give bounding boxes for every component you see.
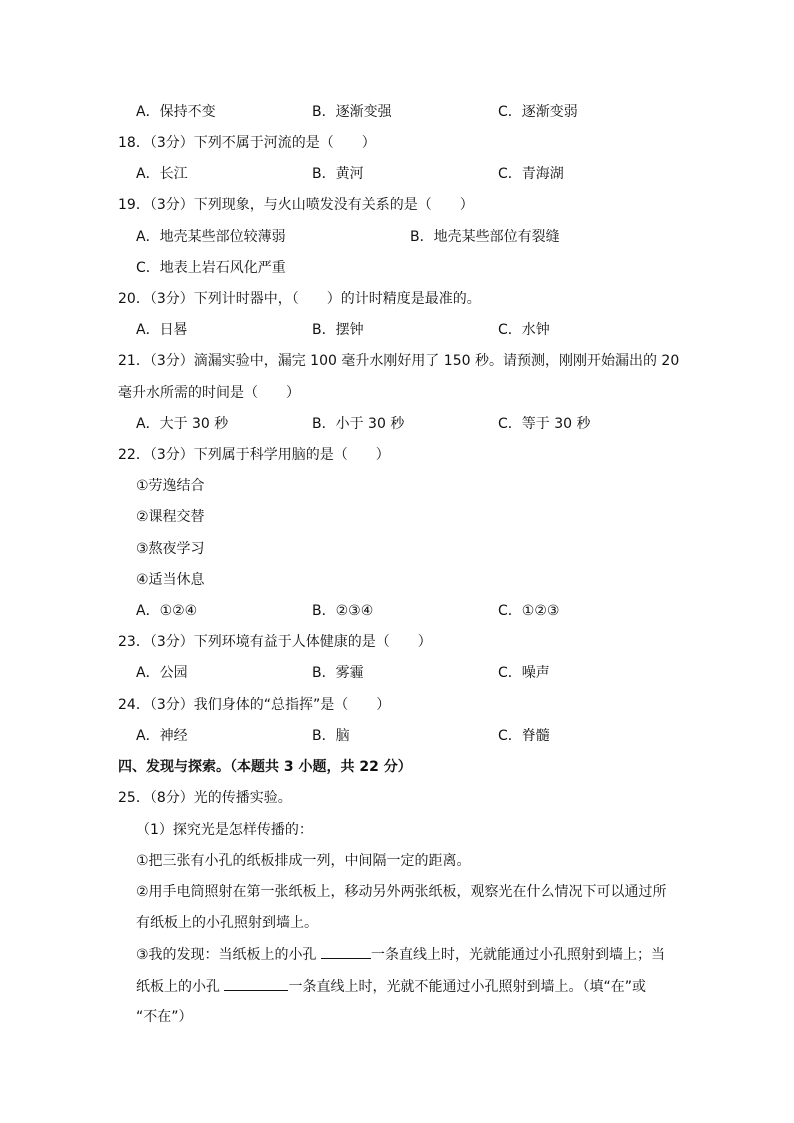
q23-option-b[interactable]: B．雾霾 bbox=[312, 665, 364, 681]
q18-options bbox=[0, 162, 794, 186]
q21-stem-line1: 21．（3分）滴漏实验中，漏完 100 毫升水刚好用了 150 秒。请预测，刚刚开始漏出的 20 bbox=[118, 353, 680, 369]
q17-option-c[interactable]: C．逐渐变弱 bbox=[498, 104, 578, 120]
q22-item-3: ③熬夜学习 bbox=[136, 541, 205, 557]
q19-options-row1 bbox=[0, 225, 794, 249]
q21-option-c[interactable]: C．等于 30 秒 bbox=[498, 416, 591, 432]
q20-options bbox=[0, 318, 794, 342]
q22-item-1: ①劳逸结合 bbox=[136, 478, 205, 494]
q19-option-a[interactable]: A．地壳某些部位较薄弱 bbox=[136, 229, 286, 245]
q19-options-row2 bbox=[0, 256, 794, 280]
q25-step3-line1 bbox=[136, 942, 665, 967]
q25-step3-text-d: 一条直线上时，光就不能通过小孔照射到墙上。（填“在”或 bbox=[288, 979, 646, 995]
q17-options bbox=[0, 100, 794, 124]
q25-sub1-row bbox=[0, 818, 794, 842]
q19-stem: 19．（3分）下列现象，与火山喷发没有关系的是（ ） bbox=[118, 197, 474, 213]
q22-item-row-3 bbox=[0, 537, 794, 561]
q25-step1: ①把三张有小孔的纸板排成一列，中间隔一定的距离。 bbox=[136, 853, 471, 869]
q19-option-b[interactable]: B．地壳某些部位有裂缝 bbox=[410, 229, 560, 245]
q18-stem: 18．（3分）下列不属于河流的是（ ） bbox=[118, 135, 376, 151]
section-4-heading: 四、发现与探索。（本题共 3 小题，共 22 分） bbox=[118, 759, 412, 775]
q24-option-c[interactable]: C．脊髓 bbox=[498, 728, 550, 744]
q25-step3-row1 bbox=[0, 942, 794, 966]
q23-stem-row bbox=[0, 630, 794, 654]
section-4-heading-row bbox=[0, 755, 794, 779]
q17-option-a[interactable]: A．保持不变 bbox=[136, 104, 216, 120]
q25-step2-line2: 有纸板上的小孔照射到墙上。 bbox=[136, 915, 318, 931]
q25-step3-text-a: ③我的发现：当纸板上的小孔 bbox=[136, 947, 322, 963]
q20-option-c[interactable]: C．水钟 bbox=[498, 322, 550, 338]
q25-step3-row3 bbox=[0, 1005, 794, 1029]
q24-options bbox=[0, 724, 794, 748]
q24-option-b[interactable]: B．脑 bbox=[312, 728, 350, 744]
q21-option-b[interactable]: B．小于 30 秒 bbox=[312, 416, 405, 432]
q25-step3-text-b: 一条直线上时，光就能通过小孔照射到墙上；当 bbox=[371, 947, 666, 963]
q24-option-a[interactable]: A．神经 bbox=[136, 728, 188, 744]
q19-stem-row bbox=[0, 193, 794, 217]
q21-option-a[interactable]: A．大于 30 秒 bbox=[136, 416, 229, 432]
q25-step2-line1: ②用手电筒照射在第一张纸板上，移动另外两张纸板，观察光在什么情况下可以通过所 bbox=[136, 884, 667, 900]
q23-options bbox=[0, 661, 794, 685]
q22-item-row-2 bbox=[0, 505, 794, 529]
q18-option-a[interactable]: A．长江 bbox=[136, 166, 188, 182]
q23-stem: 23．（3分）下列环境有益于人体健康的是（ ） bbox=[118, 634, 432, 650]
q21-options bbox=[0, 412, 794, 436]
q24-stem-row bbox=[0, 693, 794, 717]
q18-stem-row bbox=[0, 131, 794, 155]
q22-item-row-4 bbox=[0, 568, 794, 592]
q22-item-2: ②课程交替 bbox=[136, 509, 205, 525]
q20-option-a[interactable]: A．日晷 bbox=[136, 322, 188, 338]
q22-option-b[interactable]: B．②③④ bbox=[312, 603, 374, 619]
q20-option-b[interactable]: B．摆钟 bbox=[312, 322, 364, 338]
q21-stem-row2 bbox=[0, 381, 794, 405]
q22-item-4: ④适当休息 bbox=[136, 572, 205, 588]
q25-stem: 25．（8分）光的传播实验。 bbox=[118, 790, 292, 806]
q22-option-a[interactable]: A．①②④ bbox=[136, 603, 198, 619]
q23-option-a[interactable]: A．公园 bbox=[136, 665, 188, 681]
q18-option-b[interactable]: B．黄河 bbox=[312, 166, 364, 182]
q25-answer-blank-1[interactable] bbox=[321, 942, 371, 959]
q25-step1-row bbox=[0, 849, 794, 873]
q25-step3-line2 bbox=[136, 974, 646, 999]
q25-step2-row2 bbox=[0, 911, 794, 935]
q25-sub1: （1）探究光是怎样传播的： bbox=[136, 822, 313, 838]
q22-item-row-1 bbox=[0, 474, 794, 498]
q22-options bbox=[0, 599, 794, 623]
q22-option-c[interactable]: C．①②③ bbox=[498, 603, 560, 619]
q19-option-c[interactable]: C．地表上岩石风化严重 bbox=[136, 260, 286, 276]
q25-step3-row2 bbox=[0, 974, 794, 998]
q21-stem-row1 bbox=[0, 349, 794, 373]
q18-option-c[interactable]: C．青海湖 bbox=[498, 166, 564, 182]
q17-option-b[interactable]: B．逐渐变强 bbox=[312, 104, 392, 120]
q25-step3-line3: “不在”） bbox=[136, 1009, 193, 1025]
q25-step2-row1 bbox=[0, 880, 794, 904]
q22-stem: 22．（3分）下列属于科学用脑的是（ ） bbox=[118, 447, 390, 463]
q21-stem-line2: 毫升水所需的时间是（ ） bbox=[118, 385, 300, 401]
q25-answer-blank-2[interactable] bbox=[224, 974, 288, 991]
q20-stem: 20．（3分）下列计时器中，（ ）的计时精度是最准的。 bbox=[118, 291, 481, 307]
q23-option-c[interactable]: C．噪声 bbox=[498, 665, 550, 681]
q20-stem-row bbox=[0, 287, 794, 311]
q25-step3-text-c: 纸板上的小孔 bbox=[136, 979, 225, 995]
q25-stem-row bbox=[0, 786, 794, 810]
q22-stem-row bbox=[0, 443, 794, 467]
q24-stem: 24．（3分）我们身体的“总指挥”是（ ） bbox=[118, 697, 391, 713]
